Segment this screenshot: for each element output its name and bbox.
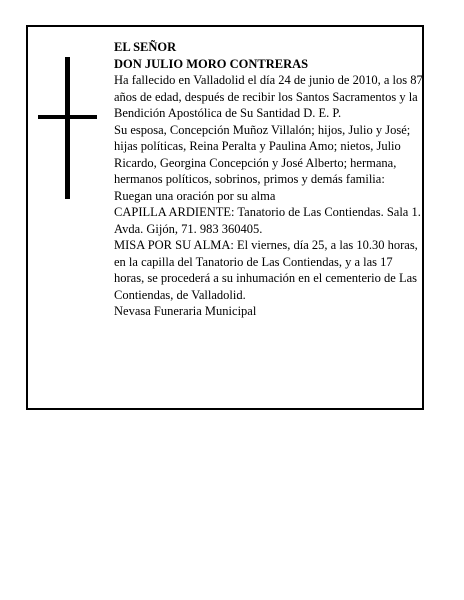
cross-icon — [38, 57, 98, 199]
funeral-chapel-info: CAPILLA ARDIENTE: Tanatorio de Las Contiendas. Sala 1. Avda. Gijón, 71. 983 360405. — [114, 205, 421, 236]
cross-vertical-bar — [65, 57, 70, 199]
family-list: Su esposa, Concepción Muñoz Villalón; hijos, Julio y José; hijas políticas, Reina Peralta y Paulina Amo; nietos, Julio Ricardo, Georgina Concepción y José Alberto; hermana, hermanos políticos, sobrinos, primos y demás familia: — [114, 122, 411, 186]
death-announcement: Ha fallecido en Valladolid el día 24 de junio de 2010, a los 87 años de edad, después de recibir los Santos Sacramentos y la Bendición Apostólica de Su Santidad D. E. P. — [114, 73, 423, 120]
obituary-title: EL SEÑOR — [114, 40, 177, 54]
cross-horizontal-bar — [38, 115, 97, 119]
obituary-notice — [26, 25, 424, 410]
obituary-text — [114, 39, 424, 320]
prayer-request: Ruegan una oración por su alma — [114, 188, 276, 203]
funeral-home: Nevasa Funeraria Municipal — [114, 304, 257, 318]
deceased-name: DON JULIO MORO CONTRERAS — [114, 56, 309, 71]
mass-info: MISA POR SU ALMA: El viernes, día 25, a las 10.30 horas, en la capilla del Tanatorio de Las Contiendas, y a las 17 horas, se procederá a su inhumación en el cementerio de Las Contiendas, de Valladolid. — [114, 238, 418, 302]
